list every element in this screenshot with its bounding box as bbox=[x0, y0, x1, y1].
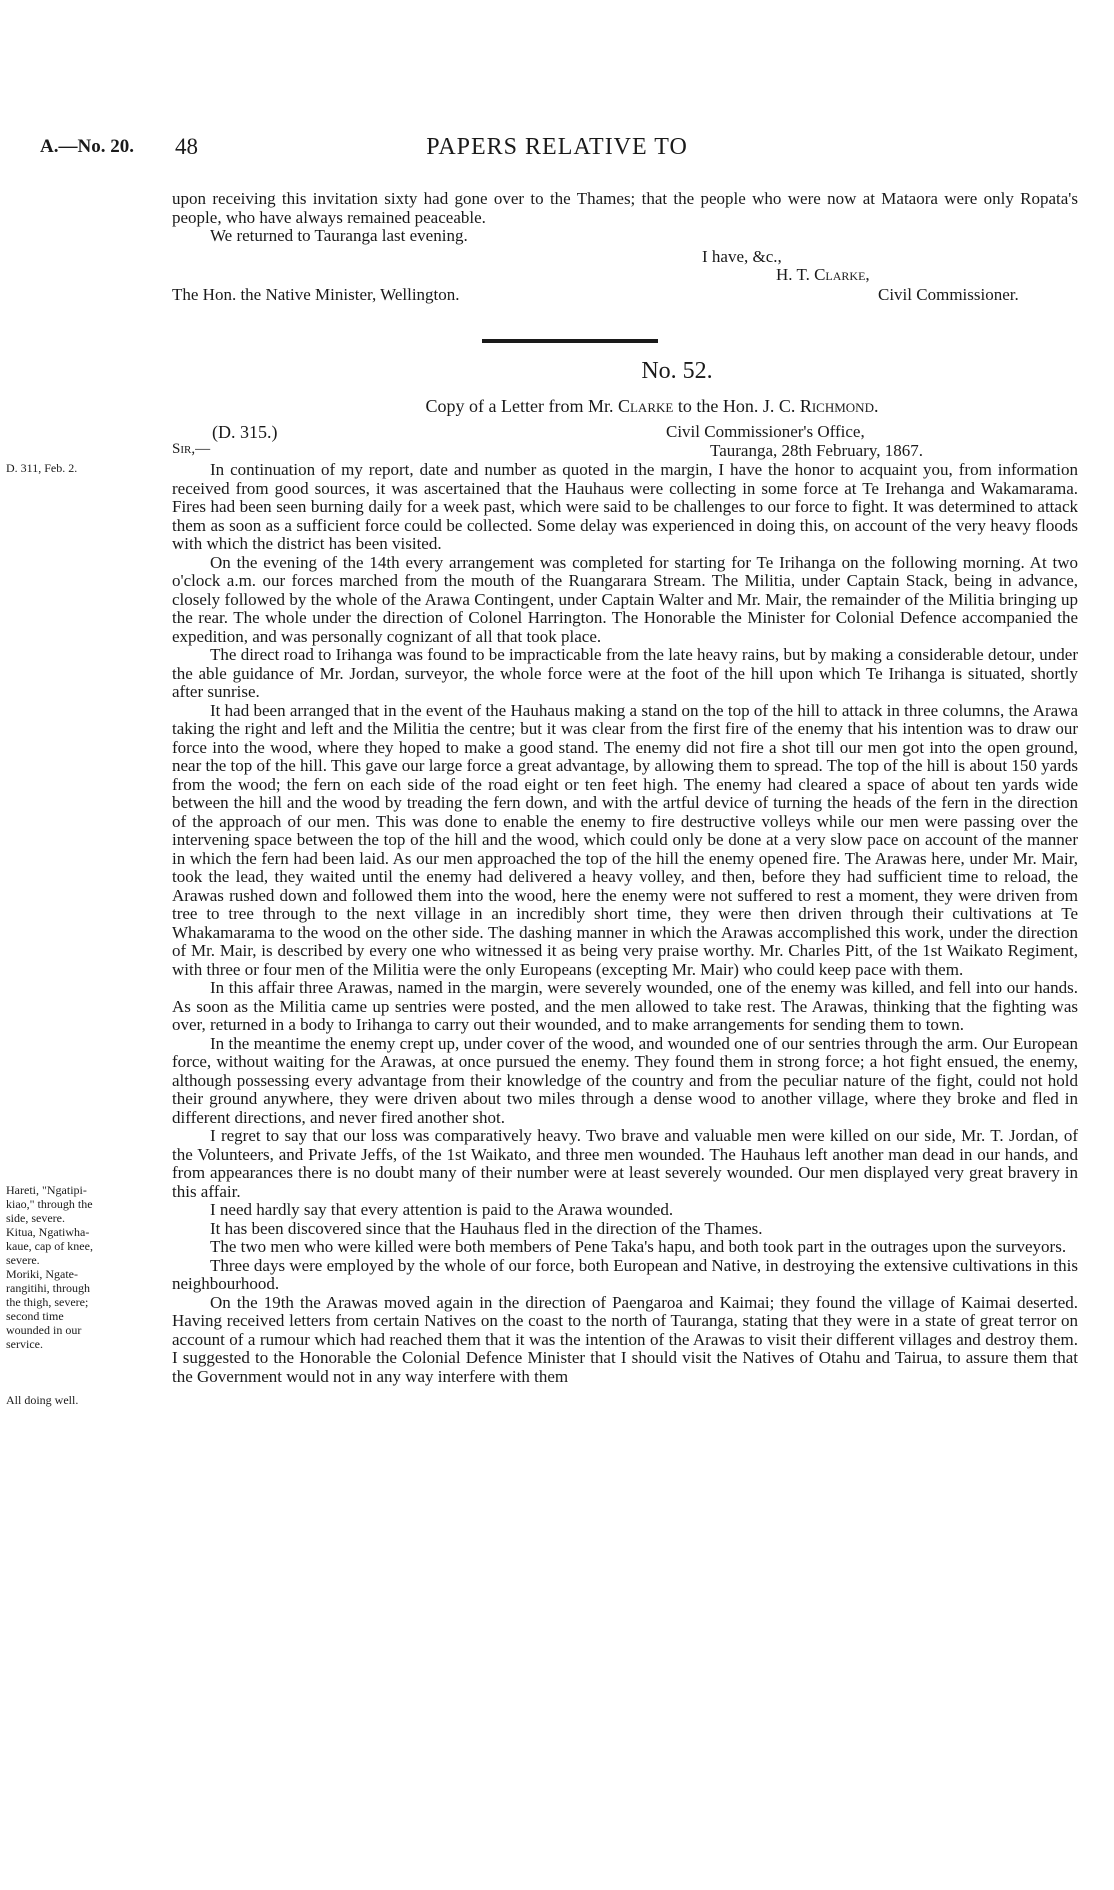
paragraph: In the meantime the enemy crept up, under cover of the wood, and wounded one of our sentries through the arm. Our European force, without waiting for the Arawas, at once pursued the enemy. They found them in strong force; a hot fight ensued, the enemy, although possessing every advantage from their knowledge of the country and from the peculiar nature of the fight, could not hold their ground anywhere, they were driven about two miles through a dense wood to another village, where they broke and fled in different directions, and never fired another shot. bbox=[172, 1033, 1078, 1127]
heading-part: Copy of a Letter from Mr. bbox=[425, 396, 614, 416]
letter-number: No. 52. bbox=[641, 358, 713, 384]
paragraph: I need hardly say that every attention is paid to the Arawa wounded. bbox=[210, 1200, 674, 1219]
paragraph: On the evening of the 14th every arrangement was completed for starting for Te Irihanga on the following morning. At two o'clock a.m. our forces marched from the mouth of the Ruangarara Stream. The Militia, under Captain Stack, being in advance, closely followed by the whole of the Arawa Contingent, under Captain Walter and Mr. Mair, the remainder of the Militia bringing up the rear. The whole under the direction of Colonel Harrington. The Honorable the Minister for Colonial Defence accompanied the expedition, and was personally cognizant of all that took place. bbox=[172, 552, 1078, 646]
addressee: The Hon. the Native Minister, Wellington. bbox=[172, 284, 460, 304]
closing: I have, &c., bbox=[702, 246, 782, 266]
previous-letter bbox=[172, 190, 1078, 302]
paragraph: It has been discovered since that the Hauhaus fled in the direction of the Thames. bbox=[210, 1218, 763, 1238]
letter-ref: (D. 315.) bbox=[212, 422, 278, 442]
to-name: Richmond. bbox=[799, 396, 879, 416]
letter-office: Civil Commissioner's Office, bbox=[666, 422, 865, 441]
paragraph: The direct road to Irihanga was found to be impracticable from the late heavy rains, but by making a considerable detour, under the able guidance of Mr. Jordan, surveyor, the whole force were at the foot of the hill upon which Te Irihanga is situated, shortly after sunrise. bbox=[172, 645, 1078, 701]
signature-block bbox=[172, 246, 1078, 302]
from-name: Clarke bbox=[617, 396, 674, 416]
letter-date: Tauranga, 28th February, 1867. bbox=[710, 441, 923, 460]
paragraph: We returned to Tauranga last evening. bbox=[210, 226, 468, 245]
signer: H. T. Clarke, bbox=[776, 264, 870, 284]
section-divider bbox=[482, 339, 658, 343]
margin-status: All doing well. bbox=[6, 1393, 79, 1407]
paragraph: On the 19th the Arawas moved again in the direction of Paengaroa and Kaimai; they found the village of Kaimai deserted. Having received letters from certain Natives on the coast to the north of Tauranga, stating that they were in a state of great terror on account of a rumour which had reached them that it was the intention of the Arawas to visit their different villages and destroy them. I suggested to the Honorable the Colonial Defence Minister that I should visit the Natives of Otahu and Tairua, to assure them that the Government would not in any way interfere with them bbox=[172, 1292, 1078, 1386]
running-title: PAPERS RELATIVE TO bbox=[426, 134, 688, 160]
paragraph: In this affair three Arawas, named in the margin, were severely wounded, one of the enemy was killed, and fell into our hands. As soon as the Militia came up sentries were posted, and the men allowed to take rest. The Arawas, thinking that the fighting was over, returned in a body to Irihanga to carry out their wounded, and to make arrangements for sending them to town. bbox=[172, 978, 1078, 1034]
page-header bbox=[40, 136, 1074, 170]
heading-part: to the Hon. J. C. bbox=[677, 396, 796, 416]
paragraph: The two men who were killed were both members of Pene Taka's hapu, and both took part in the outrages upon the surveyors. bbox=[210, 1237, 1067, 1256]
paragraph: In continuation of my report, date and number as quoted in the margin, I have the honor to acquaint you, from information received from good sources, it was ascertained that the Hauhaus were collecting in some force at Te Irehanga and Wakamarama. Fires had been seen burning daily for a week past, which were said to be challenges to our force to fight. It was determined to attack them as soon as a sufficient force could be collected. Some delay was experienced in doing this, on account of the very heavy floods with which the district has been visited. bbox=[172, 460, 1078, 553]
paragraph: I regret to say that our loss was comparatively heavy. Two brave and valuable men were killed on our side, Mr. T. Jordan, of the Volunteers, and Private Jeffs, of the 1st Waikato, and three men wounded. The Hauhaus left another man dead in our hands, and from appearances there is no doubt many of their number were at least severely wounded. Our men displayed very great bravery in this affair. bbox=[172, 1126, 1078, 1201]
letter-heading bbox=[0, 396, 1114, 417]
signer-title: Civil Commissioner. bbox=[878, 284, 1019, 304]
margin-ref: D. 311, Feb. 2. bbox=[6, 461, 78, 475]
series-number: A.—No. 20. bbox=[40, 136, 134, 157]
margin-wounded: Hareti, "Ngatipi- kiao," through the side, severe. Kitua, Ngatiwha- kaue, cap of knee, severe. Moriki, Ngate- rangitihi, through the thigh, severe; second time wounded in our service. bbox=[6, 1183, 93, 1351]
paragraph: Three days were employed by the whole of our force, both European and Native, in destroying the extensive cultivations in this neighbourhood. bbox=[172, 1255, 1078, 1293]
paragraph: It had been arranged that in the event of the Hauhaus making a stand on the top of the hill to attack in three columns, the Arawa taking the right and left and the Militia the centre; but it was clear from the first fire of the enemy that his intention was to draw our force into the wood, where they hoped to make a good stand. The enemy did not fire a shot till our men got into the open ground, near the top of the hill. This gave our large force a great advantage, by allowing them to spread. The top of the hill is about 150 yards from the wood; the fern on each side of the road eight or ten feet high. The enemy had cleared a space of about ten yards wide between the hill and the wood by treading the fern down, and with the artful device of turning the heads of the fern in the direction of the approach of our men. This was done to enable the enemy to fire destructive volleys while our men were passing over the intervening space between the top of the hill and the wood, which could only be done at a very slow pace on account of the manner in which the fern had been laid. As our men approached the top of the hill the enemy opened fire. The Arawas here, under Mr. Mair, took the lead, they waited until the enemy had delivered a heavy volley, and then, before they had sufficient time to reload, the Arawas rushed down and followed them into the wood, here the enemy were not suffered to rest a moment, they were driven from tree to tree through to the next village in an incredibly short time, they were then driven through their cultivations at Te Whakamarama to the wood on the other side. The dashing manner in which the Arawas accomplished this work, under the direction of Mr. Mair, is described by every one who witnessed it as being very praise worthy. Mr. Charles Pitt, of the 1st Waikato Regiment, with three or four men of the Militia were the only Europeans (excepting Mr. Mair) who could keep pace with them. bbox=[172, 700, 1078, 979]
paragraph: upon receiving this invitation sixty had gone over to the Thames; that the people who were now at Mataora were only Ropata's people, who have always remained peaceable. bbox=[172, 189, 1078, 227]
letter-body bbox=[172, 461, 1078, 1386]
salutation: Sir,— bbox=[172, 441, 211, 457]
page-number: 48 bbox=[175, 134, 198, 159]
